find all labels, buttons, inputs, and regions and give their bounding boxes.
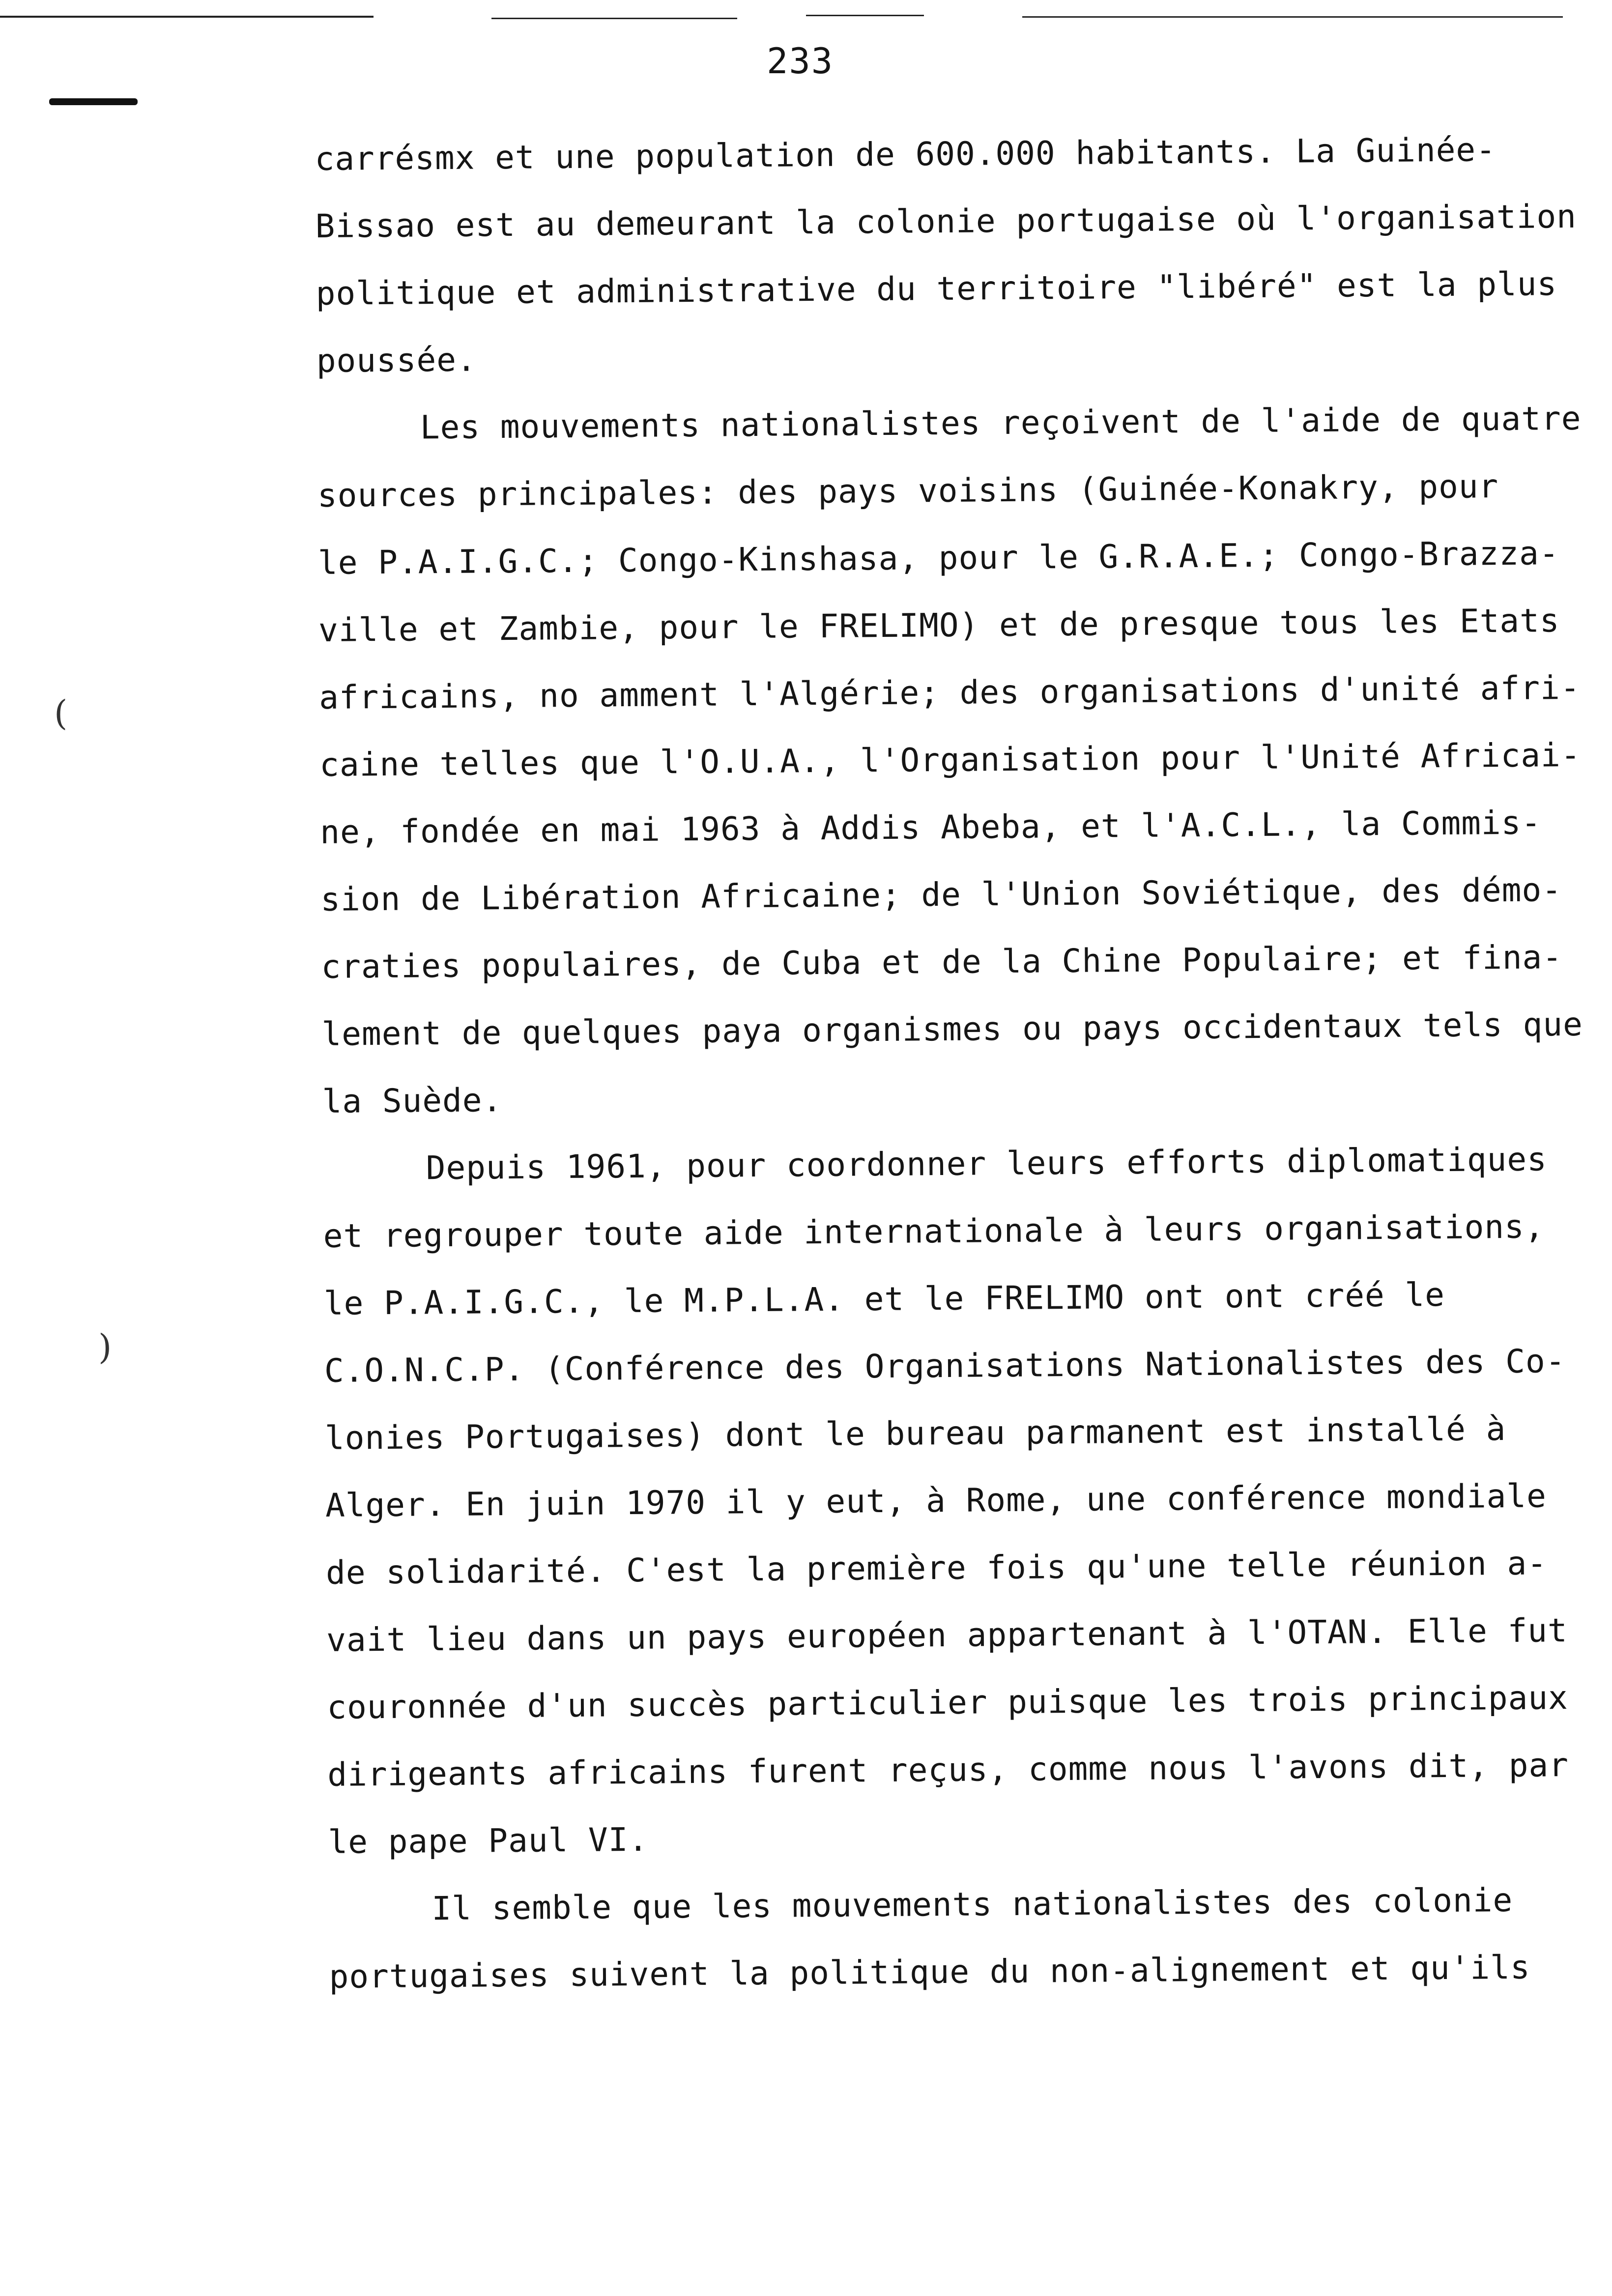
text-line: sources principales: des pays voisins (Guinée-Konakry, pour: [317, 467, 1499, 515]
text-line: C.O.N.C.P. (Conférence des Organisations Nationalistes des Co-: [324, 1342, 1566, 1390]
text-line: couronnée d'un succès particulier puisque les trois principaux: [326, 1679, 1569, 1726]
text-line: le P.A.I.G.C.; Congo-Kinshasa, pour le G.R.A.E.; Congo-Brazza-: [317, 534, 1559, 582]
top-rule: [806, 15, 924, 16]
text-line: ville et Zambie, pour le FRELIMO) et de presque tous les Etats: [318, 602, 1560, 649]
text-line: politique et administrative du territoire "libéré" est la plus: [316, 265, 1557, 313]
body-text: [315, 115, 1612, 2010]
page-number: 233: [767, 40, 834, 82]
text-line: africains, no amment l'Algérie; des organisations d'unité afri-: [318, 668, 1581, 717]
text-line: et regrouper toute aide internationale à leurs organisations,: [323, 1207, 1545, 1255]
text-line: caine telles que l'O.U.A., l'Organisation pour l'Unité Africai-: [319, 736, 1581, 784]
text-line: craties populaires, de Cuba et de la Chine Populaire; et fina-: [321, 938, 1563, 986]
text-line: lement de quelques paya organismes ou pays occidentaux tels que: [321, 1005, 1583, 1053]
top-rule: [1022, 16, 1563, 18]
punch-mark: [49, 98, 138, 105]
text-line: portugaises suivent la politique du non-alignement et qu'ils: [329, 1948, 1530, 1996]
margin-paren-left: (: [54, 693, 68, 733]
text-line: le pape Paul VI.: [328, 1820, 649, 1861]
margin-paren-right: ): [98, 1327, 112, 1367]
text-line: ne, fondée en mai 1963 à Addis Abeba, et l'A.C.L., la Commis-: [319, 804, 1542, 851]
text-line: de solidarité. C'est la première fois qu'une telle réunion a-: [325, 1544, 1548, 1592]
text-line: la Suède.: [322, 1081, 503, 1120]
text-line: Il semble que les mouvements nationalistes des colonie: [432, 1881, 1513, 1928]
text-line: lonies Portugaises) dont le bureau parmanent est installé à: [324, 1410, 1506, 1457]
top-rule: [0, 16, 374, 18]
top-rule: [491, 18, 737, 19]
text-line: le P.A.I.G.C., le M.P.L.A. et le FRELIMO ont ont créé le: [323, 1276, 1445, 1322]
text-line: Bissao est au demeurant la colonie portugaise où l'organisation: [315, 197, 1577, 245]
text-line: carrésmx et une population de 600.000 habitants. La Guinée-: [315, 131, 1497, 178]
text-line: Depuis 1961, pour coordonner leurs efforts diplomatiques: [426, 1140, 1548, 1187]
text-line: dirigeants africains furent reçus, comme nous l'avons dit, par: [327, 1746, 1569, 1794]
text-line: Les mouvements nationalistes reçoivent de l'aide de quatre: [420, 399, 1582, 447]
text-line: poussée.: [316, 341, 477, 380]
text-line: Alger. En juin 1970 il y eut, à Rome, une conférence mondiale: [325, 1477, 1547, 1524]
text-line: vait lieu dans un pays européen appartenant à l'OTAN. Elle fut: [326, 1611, 1568, 1659]
text-line: sion de Libération Africaine; de l'Union Soviétique, des démo-: [320, 871, 1562, 918]
